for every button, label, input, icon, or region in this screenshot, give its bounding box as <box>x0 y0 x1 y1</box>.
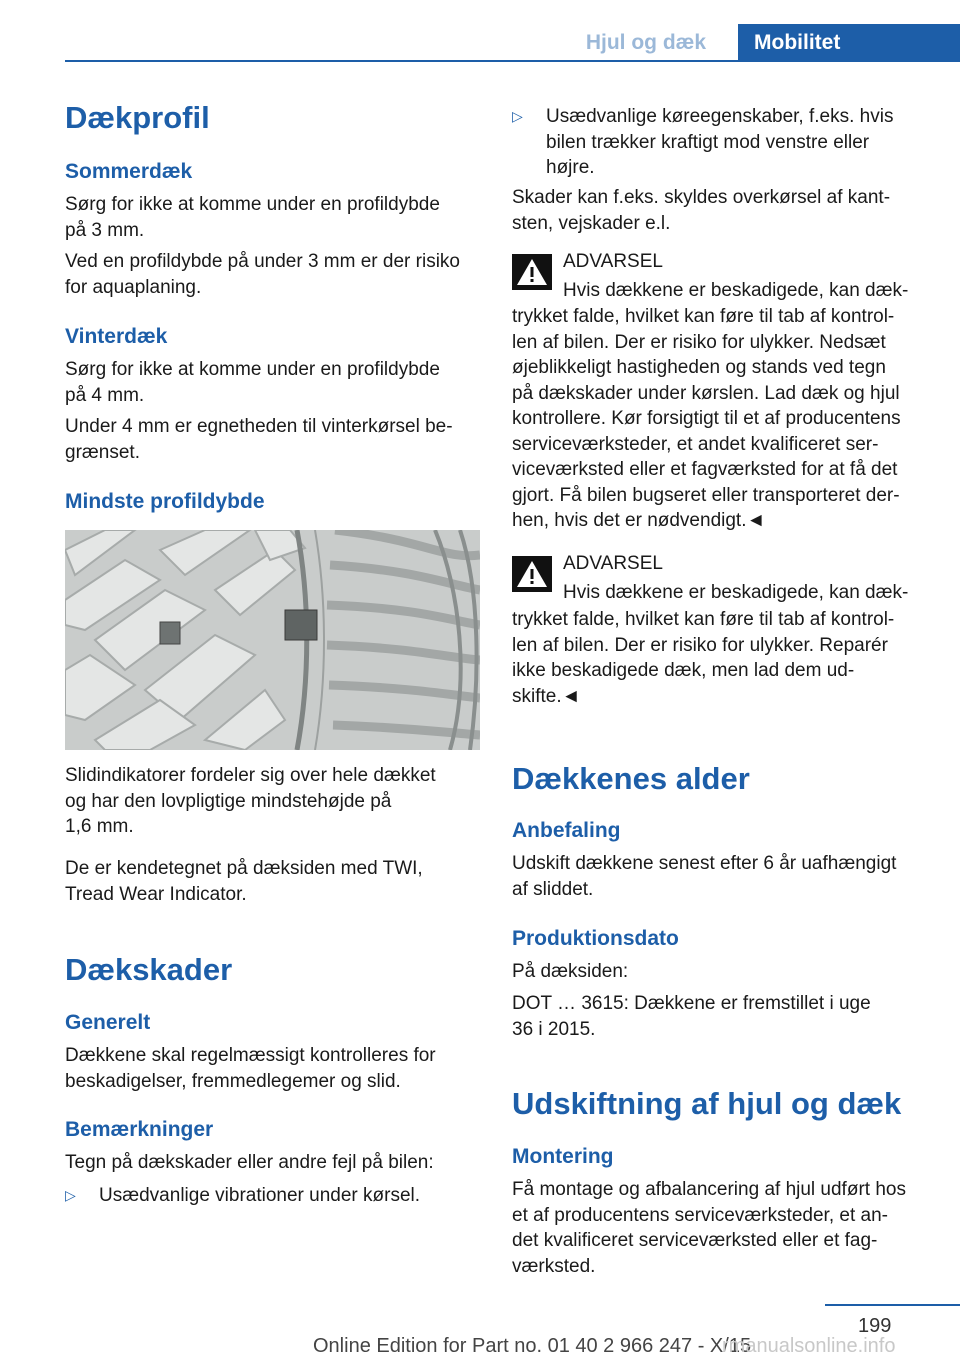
paragraph-montering: Få montage og afbalancering af hjul udført hos et af producentens serviceværksteder, et an‐ det kvalificeret serviceværksted eller et fag‐ værksted. <box>512 1179 906 1277</box>
warning-heading: ADVARSEL <box>563 553 663 574</box>
warning-heading: ADVARSEL <box>563 251 663 272</box>
paragraph-vinter-2: Under 4 mm er egnetheden til vinterkørsel be‐ grænset. <box>65 416 453 463</box>
heading-mindste-profildybde: Mindste profildybde <box>65 490 265 513</box>
heading-generelt: Generelt <box>65 1011 151 1034</box>
warning-text-first-line: Hvis dækkene er beskadigede, kan dæk‐ <box>563 280 909 301</box>
warning-text: trykket falde, hvilket kan føre til tab af kontrol‐ len af bilen. Der er risiko for ulykker. Reparér ikke beskadigede dæk, men lad dem ud‐ skifte.◄ <box>512 609 895 707</box>
paragraph-generelt: Dækkene skal regelmæssigt kontrolleres for beskadigelser, fremmedlegemer og slid. <box>65 1045 436 1092</box>
tire-tread-image <box>65 530 480 750</box>
paragraph-anbefaling: Udskift dækkene senest efter 6 år uafhængigt af sliddet. <box>512 853 897 900</box>
heading-daekskader: Dækskader <box>65 952 233 987</box>
paragraph-slidindikatorer: Slidindikatorer fordeler sig over hele dækket og har den lovpligtige mindstehøjde på 1,6 mm. <box>65 765 436 837</box>
paragraph-vinter-1: Sørg for ikke at komme under en profildybde på 4 mm. <box>65 359 440 406</box>
paragraph-sommer-2: Ved en profildybde på under 3 mm er der risiko for aquaplaning. <box>65 251 460 298</box>
warning-text-first-line: Hvis dækkene er beskadigede, kan dæk‐ <box>563 582 909 603</box>
triangle-bullet-icon: ▷ <box>65 1187 76 1203</box>
list-item-text: Usædvanlige køreegenskaber, f.eks. hvis bilen trækker kraftigt mod venstre eller højre. <box>546 106 894 178</box>
heading-vinterdaek: Vinterdæk <box>65 325 168 348</box>
paragraph-dot: DOT … 3615: Dækkene er fremstillet i uge 36 i 2015. <box>512 993 871 1040</box>
heading-anbefaling: Anbefaling <box>512 819 621 842</box>
warning-text: trykket falde, hvilket kan føre til tab af kontrol‐ len af bilen. Der er risiko for ulykker. Nedsæt øjeblikkeligt hastigheden og stands ved tegn på dækskader under kørslen. Lad dæk og hjul kontrollere. Kør forsigtigt til et af producentens serviceværksteder, et andet kvalificeret ser‐ viceværksted eller et fagværksted for at få det gjort. Få bilen bugseret eller transporteret der‐ hen, hvis det er nødvendigt.◄ <box>512 306 901 531</box>
footer-rule <box>825 1304 960 1306</box>
paragraph-tegn: Tegn på dækskader eller andre fejl på bilen: <box>65 1152 434 1173</box>
paragraph-skader: Skader kan f.eks. skyldes overkørsel af kant‐ sten, vejskader e.l. <box>512 187 891 234</box>
triangle-bullet-icon: ▷ <box>512 108 523 124</box>
list-item-text: Usædvanlige vibrationer under kørsel. <box>99 1185 421 1206</box>
paragraph-twi: De er kendetegnet på dæksiden med TWI, Tread Wear Indicator. <box>65 858 423 905</box>
heading-daekprofil: Dækprofil <box>65 100 210 135</box>
heading-daekkenes-alder: Dækkenes alder <box>512 761 750 796</box>
paragraph-paa-daeksiden: På dæksiden: <box>512 961 629 982</box>
edition-footer: Online Edition for Part no. 01 40 2 966 247 - X/15 <box>313 1335 752 1357</box>
heading-produktionsdato: Produktionsdato <box>512 927 679 950</box>
paragraph-sommer-1: Sørg for ikke at komme under en profildybde på 3 mm. <box>65 194 440 241</box>
header-rule <box>65 60 960 62</box>
section-title: Hjul og dæk <box>585 31 706 54</box>
heading-montering: Montering <box>512 1145 614 1168</box>
chapter-tab: Mobilitet <box>738 24 960 62</box>
heading-bemaerkninger: Bemærkninger <box>65 1118 214 1141</box>
page-header <box>0 0 960 62</box>
list-item <box>65 1183 480 1209</box>
list-item <box>512 104 926 182</box>
page-number: 199 <box>858 1315 892 1337</box>
heading-sommerdaek: Sommerdæk <box>65 160 193 183</box>
watermark: rmanualsonline.info <box>722 1335 896 1357</box>
heading-udskiftning: Udskiftning af hjul og dæk <box>512 1086 902 1121</box>
warning-triangle-icon <box>512 254 552 290</box>
warning-triangle-icon <box>512 556 552 592</box>
